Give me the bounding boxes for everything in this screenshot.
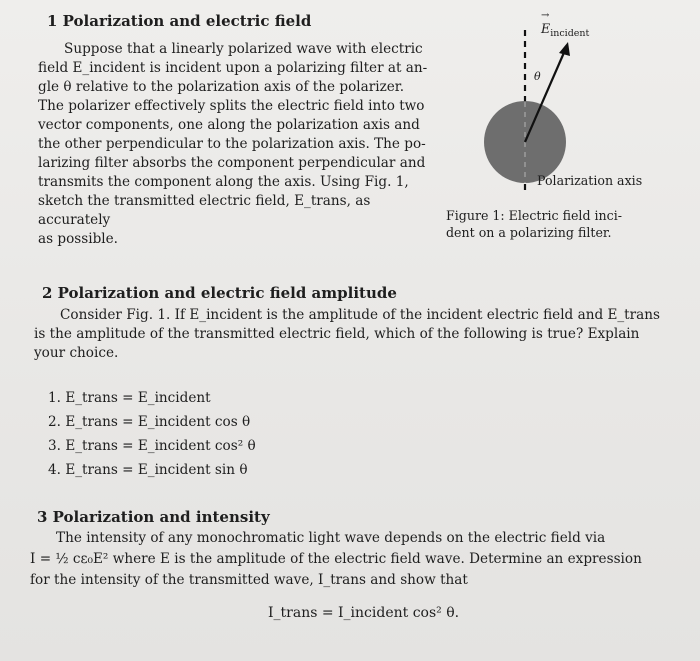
s2-line-2: is the amplitude of the transmitted electric field, which of the following is true? Explain bbox=[34, 326, 640, 342]
s3-line-3: for the intensity of the transmitted wave, I_trans and show that bbox=[30, 572, 468, 588]
polarization-axis-label: Polarization axis bbox=[537, 173, 643, 188]
s1-line-4: vector components, one along the polarization axis and bbox=[38, 117, 420, 133]
section3-paragraph bbox=[30, 528, 680, 591]
section2-paragraph bbox=[34, 306, 674, 363]
section3-title: 3 Polarization and intensity bbox=[37, 508, 270, 526]
s1-line-3: The polarizer effectively splits the electric field into two bbox=[38, 98, 425, 114]
option-item: 2. E_trans = E_incident cos θ bbox=[48, 414, 251, 430]
s1-line-8: sketch the transmitted electric field, E_trans, as accurately bbox=[38, 193, 371, 228]
figure-1-polarizer bbox=[480, 18, 680, 198]
intensity-equation: I_trans = I_incident cos² θ. bbox=[268, 605, 460, 621]
s1-line-5: the other perpendicular to the polarization axis. The po- bbox=[38, 136, 426, 152]
s1-line-2: gle θ relative to the polarization axis of the polarizer. bbox=[38, 79, 405, 95]
angle-theta-label: θ bbox=[534, 70, 541, 83]
section2-title: 2 Polarization and electric field amplitude bbox=[42, 284, 397, 302]
s2-line-1: Consider Fig. 1. If E_incident is the amplitude of the incident electric field and E_trans bbox=[60, 307, 660, 323]
s2-line-3: your choice. bbox=[34, 345, 119, 361]
figure-caption: Figure 1: Electric field inci- dent on a polarizing filter. bbox=[446, 208, 622, 240]
option-item: 3. E_trans = E_incident cos² θ bbox=[48, 438, 256, 454]
section1-paragraph bbox=[38, 40, 438, 249]
s1-line-6: larizing filter absorbs the component perpendicular and bbox=[38, 155, 426, 171]
s1-line-7: transmits the component along the axis. Using Fig. 1, bbox=[38, 174, 409, 190]
s3-line-2: I = ½ cε₀E² where E is the amplitude of the electric field wave. Determine an expression bbox=[30, 551, 642, 567]
answer-options-list bbox=[48, 386, 256, 482]
s3-line-1: The intensity of any monochromatic light wave depends on the electric field via bbox=[56, 530, 606, 546]
option-item: 1. E_trans = E_incident bbox=[48, 390, 211, 406]
s1-line-0: Suppose that a linearly polarized wave with electric bbox=[64, 41, 423, 57]
s1-line-1: field E_incident is incident upon a polarizing filter at an- bbox=[38, 60, 428, 76]
option-item: 4. E_trans = E_incident sin θ bbox=[48, 462, 248, 478]
incident-vector-arrowhead bbox=[559, 42, 570, 56]
section1-title: 1 Polarization and electric field bbox=[47, 12, 312, 30]
s1-line-9: as possible. bbox=[38, 231, 119, 247]
incident-vector-label: → $E_{incident}$ bbox=[541, 21, 589, 39]
